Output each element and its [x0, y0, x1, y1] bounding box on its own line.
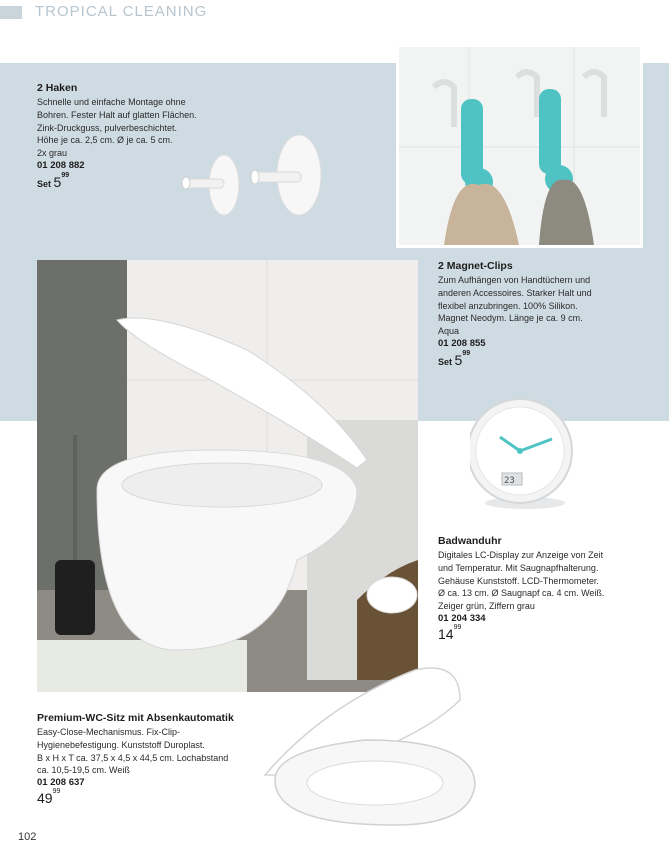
desc-line: Gehäuse Kunststoff. LCD-Thermometer.: [438, 575, 599, 586]
article-number: 01 208 855: [438, 337, 486, 349]
product-bath-clock: [438, 535, 648, 644]
desc-line: Zeiger grün, Ziffern grau: [438, 601, 535, 612]
desc-line: flexibel anzubringen. 100% Silikon.: [438, 300, 578, 311]
price: [37, 790, 262, 808]
clock-display: 23: [504, 476, 515, 486]
toilet-photo: [37, 260, 418, 692]
desc-line: ca. 10,5-19,5 cm. Weiß: [37, 765, 130, 776]
product-title: 2 Magnet-Clips: [438, 260, 513, 272]
product-magnet-clips: [438, 260, 638, 368]
price-cents: 99: [462, 349, 471, 357]
desc-line: Zink-Druckguss, pulverbeschichtet.: [37, 122, 178, 133]
desc-line: Magnet Neodym. Länge je ca. 9 cm.: [438, 313, 583, 324]
desc-line: 2x grau: [37, 148, 68, 159]
magnet-clips-photo: [396, 44, 643, 248]
desc-line: Ø ca. 13 cm. Ø Saugnapf ca. 4 cm. Weiß.: [438, 588, 605, 599]
price-cents: 99: [453, 623, 462, 631]
desc-line: Höhe je ca. 2,5 cm. Ø je ca. 5 cm.: [37, 135, 173, 146]
desc-line: Bohren. Fester Halt auf glatten Flächen.: [37, 109, 197, 120]
product-title: 2 Haken: [37, 82, 78, 94]
desc-line: Hygienebefestigung. Kunststoff Duroplast.: [37, 739, 205, 750]
product-title: Premium-WC-Sitz mit Absenkautomatik: [37, 712, 234, 724]
price-prefix: Set: [37, 178, 52, 189]
desc-line: B x H x T ca. 37,5 x 4,5 x 44,5 cm. Lochabstand: [37, 752, 229, 763]
desc-line: Aqua: [438, 326, 460, 337]
product-hooks: [37, 82, 237, 190]
price-main: 14: [438, 625, 454, 642]
price-main: 5: [53, 173, 62, 190]
desc-line: Schnelle und einfache Montage ohne: [37, 97, 186, 107]
section-title: TROPICAL CLEANING: [35, 3, 208, 20]
page-number: 102: [18, 831, 37, 843]
product-wc-seat: [37, 712, 262, 808]
desc-line: anderen Accessoires. Starker Halt und: [438, 287, 592, 298]
price: [438, 623, 648, 644]
price: [37, 171, 237, 190]
clock-image: [470, 395, 575, 513]
price-main: 5: [454, 351, 463, 368]
price-cents: 99: [61, 171, 70, 179]
header-marker: [0, 6, 22, 19]
price-cents: 99: [52, 788, 61, 796]
article-number: 01 208 637: [37, 777, 85, 789]
article-number: 01 208 882: [37, 159, 85, 171]
desc-line: Easy-Close-Mechanismus. Fix-Clip-: [37, 727, 181, 737]
price-prefix: Set: [438, 356, 453, 367]
product-title: Badwanduhr: [438, 535, 502, 547]
wc-seat-image: [255, 665, 480, 830]
desc-line: Digitales LC-Display zur Anzeige von Zeit: [438, 550, 604, 560]
price: [438, 349, 638, 368]
desc-line: und Temperatur. Mit Saugnapfhalterung.: [438, 562, 599, 573]
price-main: 49: [37, 790, 53, 807]
desc-line: Zum Aufhängen von Handtüchern und: [438, 275, 591, 285]
article-number: 01 204 334: [438, 612, 486, 624]
